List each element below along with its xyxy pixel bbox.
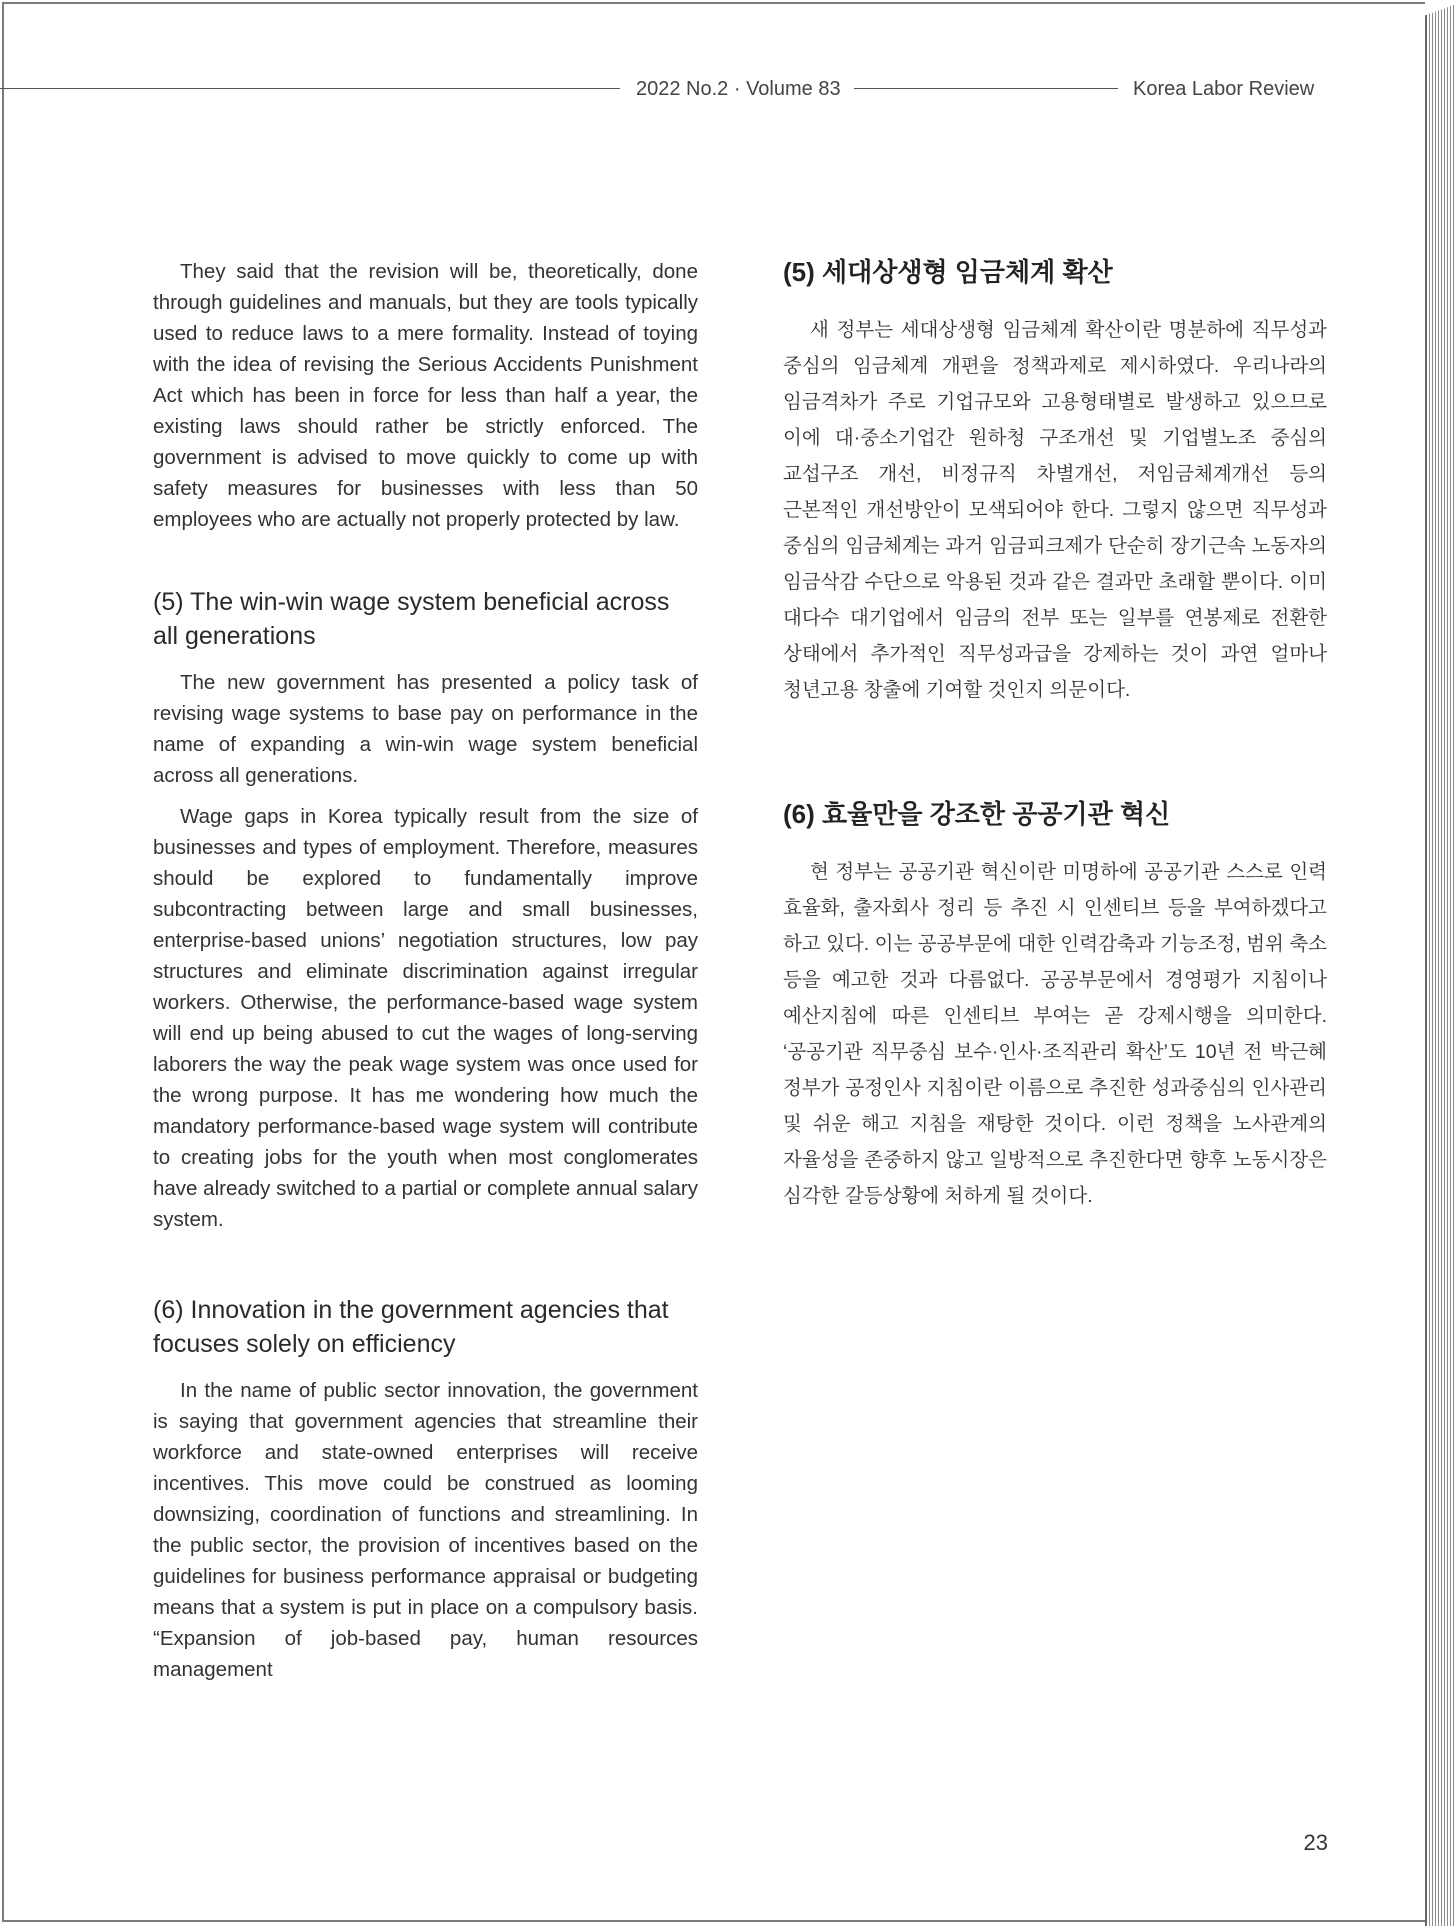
page-number: 23	[1303, 1830, 1328, 1855]
page-stack-edge	[1425, 0, 1455, 1926]
english-section6-paragraph-1: In the name of public sector innovation, the government is saying that government agencies that streamline their workforce and state-owned enterprises will receive incentives. This move could be construed as looming downsizing, coordination of functions and streamlining. In the public sector, the provision of incentives based on the guidelines for business performance appraisal or budgeting means that a system is put in place on a compulsory basis. “Expansion of job-based pay, human resources management	[153, 1379, 698, 1681]
english-section6-heading: (6) Innovation in the government agencies that focuses solely on efficiency	[153, 1296, 669, 1358]
english-section5-paragraph-2: Wage gaps in Korea typically result from the size of businesses and types of employment. Therefore, measures should be explored to fundamentally improve subcontracting between large and small businesses, enterprise-based unions’ negotiation structures, low pay structures and eliminate discrimination against irregular workers. Otherwise, the performance-based wage system will end up being abused to cut the wages of long-serving laborers the way the peak wage system was once used for the wrong purpose. It has me wondering how much the mandatory performance-based wage system will contribute to creating jobs for the youth when most conglomerates have already switched to a partial or complete annual salary system.	[153, 805, 698, 1231]
english-section5-heading: (5) The win-win wage system beneficial across all generations	[153, 588, 670, 650]
korean-section5-paragraph: 새 정부는 세대상생형 임금체계 확산이란 명분하에 직무성과 중심의 임금체계 개편을 정책과제로 제시하였다. 우리나라의 임금격차가 주로 기업규모와 고용형태별로 발생하고 있으므로 이에 대·중소기업간 원하청 구조개선 및 기업별노조 중심의 교섭구조 개선, 비정규직 차별개선, 저임금체계개선 등의 근본적인 개선방안이 모색되어야 한다. 그렇지 않으면 직무성과 중심의 임금체계는 과거 임금피크제가 단순히 장기근속 노동자의 임금삭감 수단으로 악용된 것과 같은 결과만 초래할 뿐이다. 이미 대다수 대기업에서 임금의 전부 또는 일부를 연봉제로 전환한 상태에서 추가적인 직무성과급을 강제하는 것이 과연 얼마나 청년고용 창출에 기여할 것인지 의문이다.	[783, 319, 1327, 701]
korean-column	[783, 254, 1327, 1214]
header-rule-left	[0, 88, 620, 89]
header-issue: 2022 No.2 · Volume 83	[636, 78, 841, 100]
korean-section6-paragraph: 현 정부는 공공기관 혁신이란 미명하에 공공기관 스스로 인력 효율화, 출자회사 정리 등 추진 시 인센티브 등을 부여하겠다고 하고 있다. 이는 공공부문에 대한 인력감축과 기능조정, 범위 축소 등을 예고한 것과 다름없다. 공공부문에서 경영평가 지침이나 예산지침에 따른 인센티브 부여는 곧 강제시행을 의미한다. ‘공공기관 직무중심 보수·인사·조직관리 확산’도 10년 전 박근혜 정부가 공정인사 지침이란 이름으로 추진한 성과중심의 인사관리 및 쉬운 해고 지침을 재탕한 것이다. 이런 정책을 노사관계의 자율성을 존중하지 않고 일방적으로 추진한다면 향후 노동시장은 심각한 갈등상황에 처하게 될 것이다.	[783, 861, 1327, 1207]
header-journal-title: Korea Labor Review	[1133, 78, 1315, 100]
running-header	[0, 74, 1328, 104]
korean-section6-heading: (6) 효율만을 강조한 공공기관 혁신	[783, 799, 1171, 829]
header-rule-middle	[854, 88, 1118, 89]
korean-section5-heading: (5) 세대상생형 임금체계 확산	[783, 257, 1113, 287]
english-column	[153, 256, 698, 1695]
english-intro-paragraph: They said that the revision will be, theoretically, done through guidelines and manuals, but they are tools typically used to reduce laws to a mere formality. Instead of toying with the idea of revising the Serious Accidents Punishment Act which has been in force for less than half a year, the existing laws should rather be strictly enforced. The government is advised to move quickly to come up with safety measures for businesses with less than 50 employees who are actually not properly protected by law.	[153, 260, 698, 531]
english-section5-paragraph-1: The new government has presented a policy task of revising wage systems to base pay on performance in the name of expanding a win-win wage system beneficial across all generations.	[153, 671, 698, 787]
